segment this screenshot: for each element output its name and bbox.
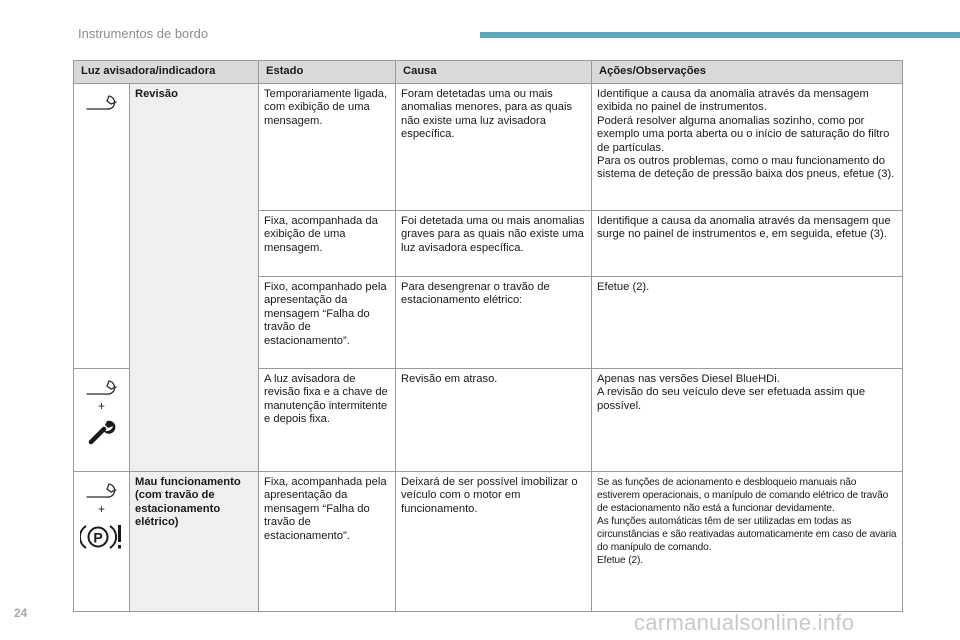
action-cell: Apenas nas versões Diesel BlueHDi. A revisão do seu veículo deve ser efetuada assim que possível. xyxy=(592,369,903,472)
cause-cell: Para desengrenar o travão de estacionamento elétrico: xyxy=(396,277,592,369)
column-header: Estado xyxy=(259,61,396,84)
action-cell: Identifique a causa da anomalia através da mensagem exibida no painel de instrumentos. Poderá resolver alguma anomalias sozinho, como por exemplo uma porta aberta ou o início de saturação do filtro de partículas. Para os outros problemas, como o mau funcionamento do sistema de deteção de pressão baixa dos pneus, efetue (3). xyxy=(592,84,903,211)
state-cell: Fixa, acompanhada da exibição de uma mensagem. xyxy=(259,211,396,277)
icon-cell xyxy=(74,472,130,612)
table-row xyxy=(74,84,903,211)
cause-cell: Revisão em atraso. xyxy=(396,369,592,472)
state-cell: Fixo, acompanhado pela apresentação da mensagem “Falha do travão de estacionamento”. xyxy=(259,277,396,369)
wrench-solid-icon xyxy=(88,419,116,445)
watermark: carmanualsonline.info xyxy=(634,610,855,635)
wrench-outline-icon xyxy=(85,482,119,500)
action-cell: Se as funções de acionamento e desbloqueio manuais não estiverem operacionais, o manípulo de comando elétrico de travão de estacionamento não está a funcionar devidamente. As funções automáticas têm de ser utilizadas em todas as circunstâncias e são reativadas automaticamente em caso de avaria do manípulo de comando. Efetue (2). xyxy=(592,472,903,612)
light-name-mau-funcionamento: Mau funcionamento (com travão de estacionamento elétrico) xyxy=(130,472,259,612)
icon-cell xyxy=(74,369,130,472)
table-header-row xyxy=(74,61,903,84)
parking-brake-fault-icon xyxy=(80,522,124,552)
state-cell: Fixa, acompanhada pela apresentação da mensagem “Falha do travão de estacionamento”. xyxy=(259,472,396,612)
svg-text:P: P xyxy=(92,529,103,546)
column-header: Ações/Observações xyxy=(592,61,903,84)
wrench-outline-icon xyxy=(85,379,119,397)
wrench-outline-icon xyxy=(85,94,119,112)
plus-sign: + xyxy=(97,399,105,413)
state-cell: Temporariamente ligada, com exibição de uma mensagem. xyxy=(259,84,396,211)
cause-cell: Foram detetadas uma ou mais anomalias menores, para as quais não existe uma luz avisadora específica. xyxy=(396,84,592,211)
action-cell: Identifique a causa da anomalia através da mensagem que surge no painel de instrumentos e, em seguida, efetue (3). xyxy=(592,211,903,277)
action-cell: Efetue (2). xyxy=(592,277,903,369)
cause-cell: Deixará de ser possível imobilizar o veículo com o motor em funcionamento. xyxy=(396,472,592,612)
icon-cell xyxy=(74,84,130,369)
warning-lights-table xyxy=(73,60,903,612)
light-name-revisao: Revisão xyxy=(130,84,259,472)
column-header: Causa xyxy=(396,61,592,84)
column-header: Luz avisadora/indicadora xyxy=(74,61,259,84)
header-accent-bar xyxy=(480,32,960,38)
table-row xyxy=(74,472,903,612)
section-title: Instrumentos de bordo xyxy=(78,26,209,41)
cause-cell: Foi detetada uma ou mais anomalias graves para as quais não existe uma luz avisadora específica. xyxy=(396,211,592,277)
state-cell: A luz avisadora de revisão fixa e a chave de manutenção intermitente e depois fixa. xyxy=(259,369,396,472)
page-number: 24 xyxy=(14,606,28,620)
plus-sign: + xyxy=(97,502,105,516)
